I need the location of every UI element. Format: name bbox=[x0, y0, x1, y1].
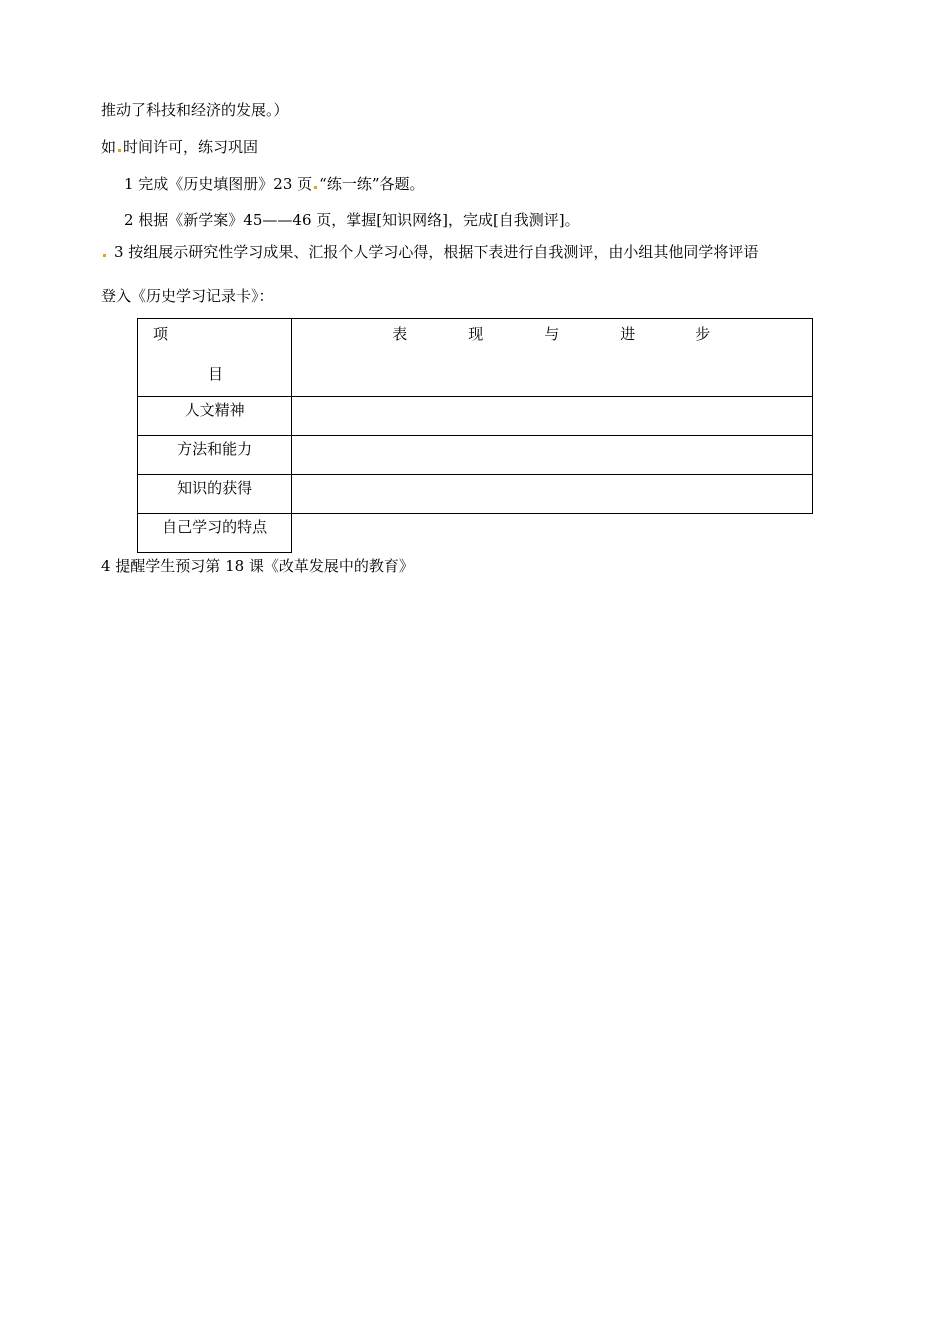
marker-dot-icon bbox=[314, 186, 317, 189]
paragraph-text-start: 如 bbox=[101, 138, 117, 156]
row-label: 人文精神 bbox=[138, 397, 292, 436]
paragraph-continuation: 推动了科技和经济的发展。） bbox=[101, 101, 289, 119]
table-row bbox=[138, 397, 813, 436]
row-label: 自己学习的特点 bbox=[138, 514, 292, 553]
header-item-cell bbox=[138, 319, 292, 397]
header-perf-char: 与 bbox=[544, 325, 560, 343]
row-value-cell bbox=[292, 397, 813, 436]
task-item-1-text-b: “练一练”各题。 bbox=[319, 175, 425, 193]
header-perf-char: 进 bbox=[620, 325, 636, 343]
task-item-3 bbox=[103, 242, 758, 262]
table-header-row bbox=[138, 319, 813, 397]
task-item-4: 4 提醒学生预习第 18 课《改革发展中的教育》 bbox=[101, 557, 414, 575]
table-row bbox=[138, 475, 813, 514]
row-label: 方法和能力 bbox=[138, 436, 292, 475]
paragraph-text-rest: 时间许可，练习巩固 bbox=[123, 138, 259, 156]
header-perf-char: 步 bbox=[695, 325, 711, 343]
task-item-1-text-a: 1 完成《历史填图册》23 页 bbox=[124, 175, 313, 193]
table-row bbox=[138, 436, 813, 475]
row-label: 知识的获得 bbox=[138, 475, 292, 514]
table-row bbox=[138, 514, 813, 553]
header-performance-cell bbox=[292, 319, 813, 397]
row-value-cell bbox=[292, 475, 813, 514]
row-value-cell bbox=[292, 514, 813, 553]
header-item-label-2: 目 bbox=[208, 365, 224, 383]
marker-dot-icon bbox=[118, 149, 121, 152]
paragraph-time-permitting bbox=[101, 137, 258, 157]
task-item-1 bbox=[124, 174, 425, 194]
marker-dot-icon bbox=[103, 254, 106, 257]
task-item-2: 2 根据《新学案》45——46 页，掌握[知识网络]，完成[自我测评]。 bbox=[124, 211, 580, 229]
task-item-3-text: 3 按组展示研究性学习成果、汇报个人学习心得，根据下表进行自我测评，由小组其他同学将评语 bbox=[114, 243, 759, 261]
header-perf-char: 表 bbox=[392, 325, 408, 343]
learning-record-table bbox=[137, 318, 813, 553]
row-value-cell bbox=[292, 436, 813, 475]
header-item-label-1: 项 bbox=[153, 325, 169, 343]
header-perf-char: 现 bbox=[468, 325, 484, 343]
task-item-3-continuation: 登入《历史学习记录卡》： bbox=[101, 287, 274, 305]
